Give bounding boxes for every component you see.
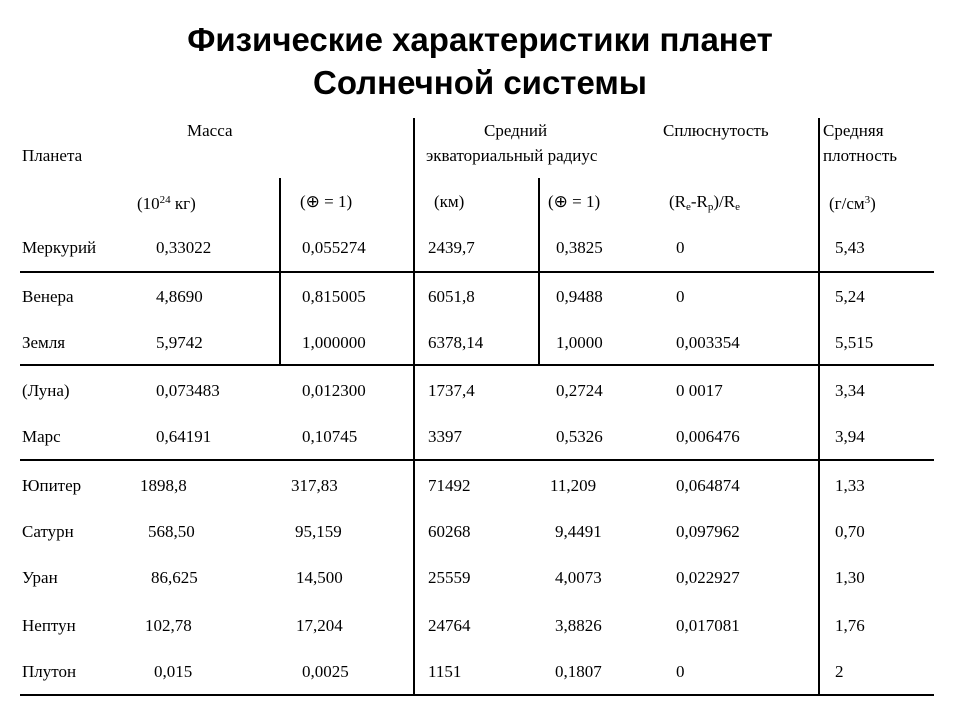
planet-name-cell: Венера xyxy=(22,287,74,306)
radius-rel-cell: 3,8826 xyxy=(555,616,602,635)
row-divider xyxy=(20,271,934,273)
flattening-cell: 0 0017 xyxy=(676,381,723,400)
mass-rel-cell: 0,012300 xyxy=(302,381,366,400)
flattening-cell: 0,097962 xyxy=(676,522,740,541)
radius-cell: 3397 xyxy=(428,427,462,446)
radius-cell: 71492 xyxy=(428,476,471,495)
header-density-line-2: плотность xyxy=(823,146,898,165)
mass-cell: 0,33022 xyxy=(156,238,212,257)
mass-cell: 0,64191 xyxy=(156,427,212,446)
radius-cell: 6378,14 xyxy=(428,333,484,352)
column-divider xyxy=(413,118,415,695)
mass-cell: 0,015 xyxy=(154,662,193,681)
mass-rel-cell: 17,204 xyxy=(296,616,343,635)
mass-cell: 4,8690 xyxy=(156,287,203,306)
mass-rel-cell: 0,815005 xyxy=(302,287,366,306)
radius-rel-cell: 4,0073 xyxy=(555,568,602,587)
radius-rel-cell: 0,9488 xyxy=(556,287,603,306)
header-radius-line-2: экваториальный радиус xyxy=(426,146,598,165)
flattening-cell: 0,064874 xyxy=(676,476,740,495)
radius-cell: 2439,7 xyxy=(428,238,475,257)
flattening-cell: 0 xyxy=(676,287,685,306)
header-density-unit: $(г/см^3)$ xyxy=(829,194,876,213)
density-cell: 1,33 xyxy=(835,476,865,495)
density-cell: 5,24 xyxy=(835,287,865,306)
density-cell: 5,515 xyxy=(835,333,874,352)
planet-name-cell: Нептун xyxy=(22,616,76,635)
planet-name-cell: Сатурн xyxy=(22,522,74,541)
mass-rel-cell: 0,055274 xyxy=(302,238,366,257)
flattening-cell: 0 xyxy=(676,662,685,681)
header-flattening: Сплюснутость xyxy=(663,121,769,140)
density-cell: 1,30 xyxy=(835,568,865,587)
density-cell: 1,76 xyxy=(835,616,865,635)
radius-rel-cell: 0,1807 xyxy=(555,662,602,681)
flattening-cell: 0,022927 xyxy=(676,568,740,587)
radius-cell: 24764 xyxy=(428,616,471,635)
density-cell: 2 xyxy=(835,662,844,681)
planet-name-cell: Земля xyxy=(22,333,66,352)
radius-cell: 25559 xyxy=(428,568,471,587)
mass-rel-cell: 0,10745 xyxy=(302,427,358,446)
mass-rel-cell: 14,500 xyxy=(296,568,343,587)
column-divider xyxy=(818,118,820,695)
mass-rel-cell: 95,159 xyxy=(295,522,342,541)
row-divider xyxy=(20,364,934,366)
mass-cell: 5,9742 xyxy=(156,333,203,352)
title-line-1: Физические характеристики планет xyxy=(187,21,773,58)
density-cell: 0,70 xyxy=(835,522,865,541)
mass-rel-cell: 1,000000 xyxy=(302,333,366,352)
flattening-cell: 0,006476 xyxy=(676,427,740,446)
header-radius-unit-km: (км) xyxy=(434,192,465,211)
planet-name-cell: Юпитер xyxy=(22,476,82,495)
column-divider xyxy=(538,178,540,366)
density-cell: 3,34 xyxy=(835,381,865,400)
mass-cell: 86,625 xyxy=(151,568,198,587)
title-line-2: Солнечной системы xyxy=(313,64,647,101)
radius-rel-cell: 1,0000 xyxy=(556,333,603,352)
planet-name-cell: (Луна) xyxy=(22,381,70,400)
planet-name-cell: Меркурий xyxy=(22,238,97,257)
planet-name-cell: Плутон xyxy=(22,662,77,681)
flattening-cell: 0 xyxy=(676,238,685,257)
radius-cell: 60268 xyxy=(428,522,471,541)
flattening-cell: 0,003354 xyxy=(676,333,740,352)
mass-cell: 568,50 xyxy=(148,522,195,541)
mass-cell: 0,073483 xyxy=(156,381,220,400)
planet-name-cell: Уран xyxy=(22,568,58,587)
header-mass: Масса xyxy=(187,121,233,140)
column-divider xyxy=(279,178,281,366)
mass-rel-cell: 0,0025 xyxy=(302,662,349,681)
radius-cell: 6051,8 xyxy=(428,287,475,306)
radius-rel-cell: 0,3825 xyxy=(556,238,603,257)
header-mass-unit-earth: (⊕ = 1) xyxy=(300,192,353,211)
header-radius-line-1: Средний xyxy=(484,121,548,140)
row-divider xyxy=(20,459,934,461)
header-planet: Планета xyxy=(22,146,83,165)
radius-cell: 1737,4 xyxy=(428,381,475,400)
planet-name-cell: Марс xyxy=(22,427,61,446)
header-density-line-1: Средняя xyxy=(823,121,884,140)
flattening-cell: 0,017081 xyxy=(676,616,740,635)
radius-rel-cell: 9,4491 xyxy=(555,522,602,541)
radius-rel-cell: 0,2724 xyxy=(556,381,603,400)
mass-cell: 102,78 xyxy=(145,616,192,635)
header-radius-unit-earth: (⊕ = 1) xyxy=(548,192,601,211)
header-flattening-unit: $(R_e-R_p)/R_e$ xyxy=(669,192,741,213)
radius-rel-cell: 0,5326 xyxy=(556,427,603,446)
mass-rel-cell: 317,83 xyxy=(291,476,338,495)
density-cell: 3,94 xyxy=(835,427,865,446)
radius-rel-cell: 11,209 xyxy=(550,476,597,495)
radius-cell: 1151 xyxy=(428,662,462,681)
mass-cell: 1898,8 xyxy=(140,476,187,495)
density-cell: 5,43 xyxy=(835,238,865,257)
table-bottom-border xyxy=(20,694,934,696)
header-mass-unit-kg: ($10^{24}$ кг) xyxy=(137,194,196,213)
